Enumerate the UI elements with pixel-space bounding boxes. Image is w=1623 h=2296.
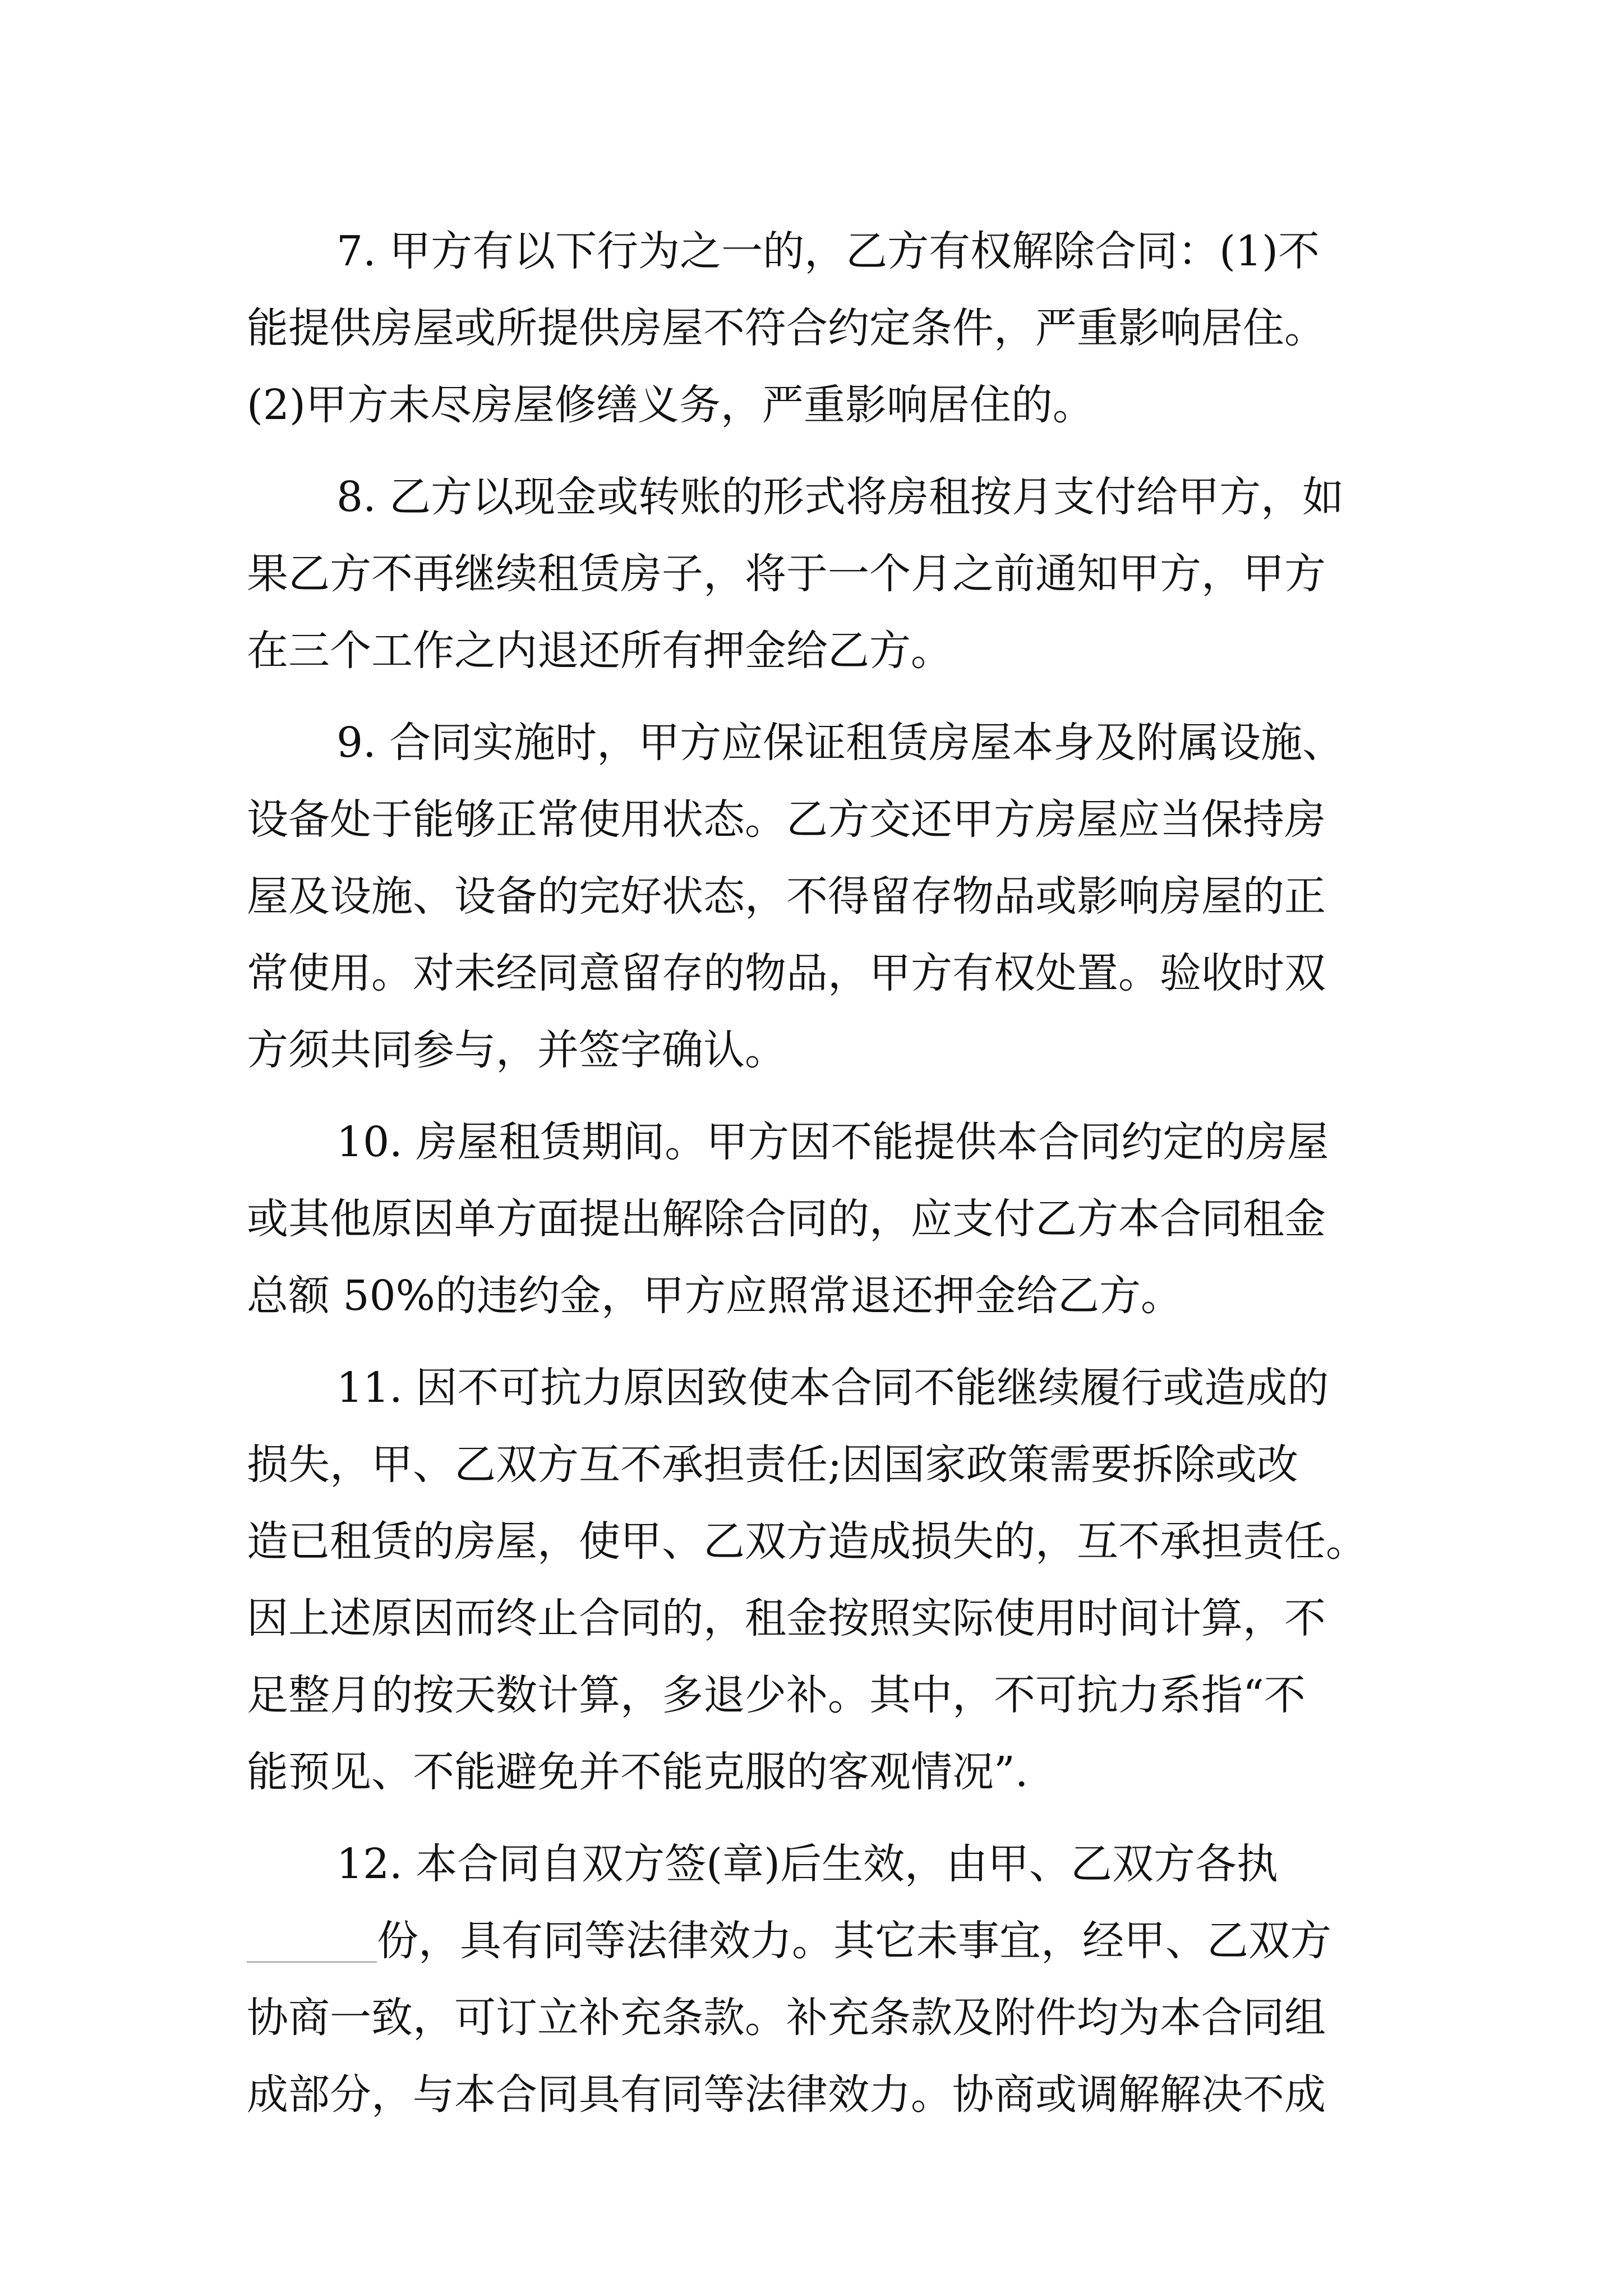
clause-10: [247, 1104, 1385, 1335]
text-line: 屋及设施、设备的完好状态，不得留存物品或影响房屋的正: [247, 872, 1326, 921]
text-line: 10. 房屋租赁期间。甲方因不能提供本合同约定的房屋: [336, 1118, 1329, 1166]
text-line-with-blank: [247, 1903, 1385, 1980]
text-line: 方须共同参与，并签字确认。: [247, 1026, 786, 1074]
text-line: 7. 甲方有以下行为之一的，乙方有权解除合同：(1)不: [336, 227, 1320, 275]
text-line: 11. 因不可抗力原因致使本合同不能继续履行或造成的: [336, 1364, 1329, 1412]
text-line: 成部分，与本合同具有同等法律效力。协商或调解解决不成: [247, 2070, 1326, 2119]
contract-body: [247, 213, 1385, 2133]
text-line: 或其他原因单方面提出解除合同的，应支付乙方本合同租金: [247, 1195, 1326, 1243]
text-line: 造已租赁的房屋，使甲、乙双方造成损失的，互不承担责任。: [247, 1517, 1367, 1566]
clause-12: [247, 1826, 1385, 2133]
clause-9: [247, 705, 1385, 1089]
text-line: 能预见、不能避免并不能克服的客观情况”.: [247, 1748, 1029, 1796]
text-line: (2)甲方未尽房屋修缮义务，严重影响居住的。: [247, 381, 1094, 429]
clause-8: [247, 459, 1385, 689]
text-line: 足整月的按天数计算，多退少补。其中，不可抗力系指“不: [247, 1671, 1306, 1719]
clause-11: [247, 1350, 1385, 1811]
text-line: 设备处于能够正常使用状态。乙方交还甲方房屋应当保持房: [247, 795, 1326, 844]
clause-7: [247, 213, 1385, 444]
text-line: 8. 乙方以现金或转账的形式将房租按月支付给甲方，如: [336, 473, 1344, 521]
text-line: 9. 合同实施时，甲方应保证租赁房屋本身及附属设施、: [336, 719, 1344, 767]
text-line: 总额 50%的违约金，甲方应照常退还押金给乙方。: [247, 1272, 1182, 1320]
text-line: 常使用。对未经同意留存的物品，甲方有权处置。验收时双: [247, 949, 1326, 997]
text-line: 在三个工作之内退还所有押金给乙方。: [247, 627, 952, 675]
text-segment: 份，具有同等法律效力。其它未事宜，经甲、乙双方: [377, 1917, 1331, 1965]
text-line: 损失，甲、乙双方互不承担责任;因国家政策需要拆除或改: [247, 1441, 1298, 1489]
text-line: 12. 本合同自双方签(章)后生效，由甲、乙双方各执: [336, 1840, 1278, 1888]
text-line: 协商一致，可订立补充条款。补充条款及附件均为本合同组: [247, 1994, 1326, 2042]
text-line: 能提供房屋或所提供房屋不符合约定条件，严重影响居住。: [247, 304, 1326, 352]
text-line: 因上述原因而终止合同的，租金按照实际使用时间计算，不: [247, 1594, 1326, 1642]
text-line: 果乙方不再继续租赁房子，将于一个月之前通知甲方，甲方: [247, 550, 1326, 598]
fill-in-blank: [247, 1922, 377, 1963]
